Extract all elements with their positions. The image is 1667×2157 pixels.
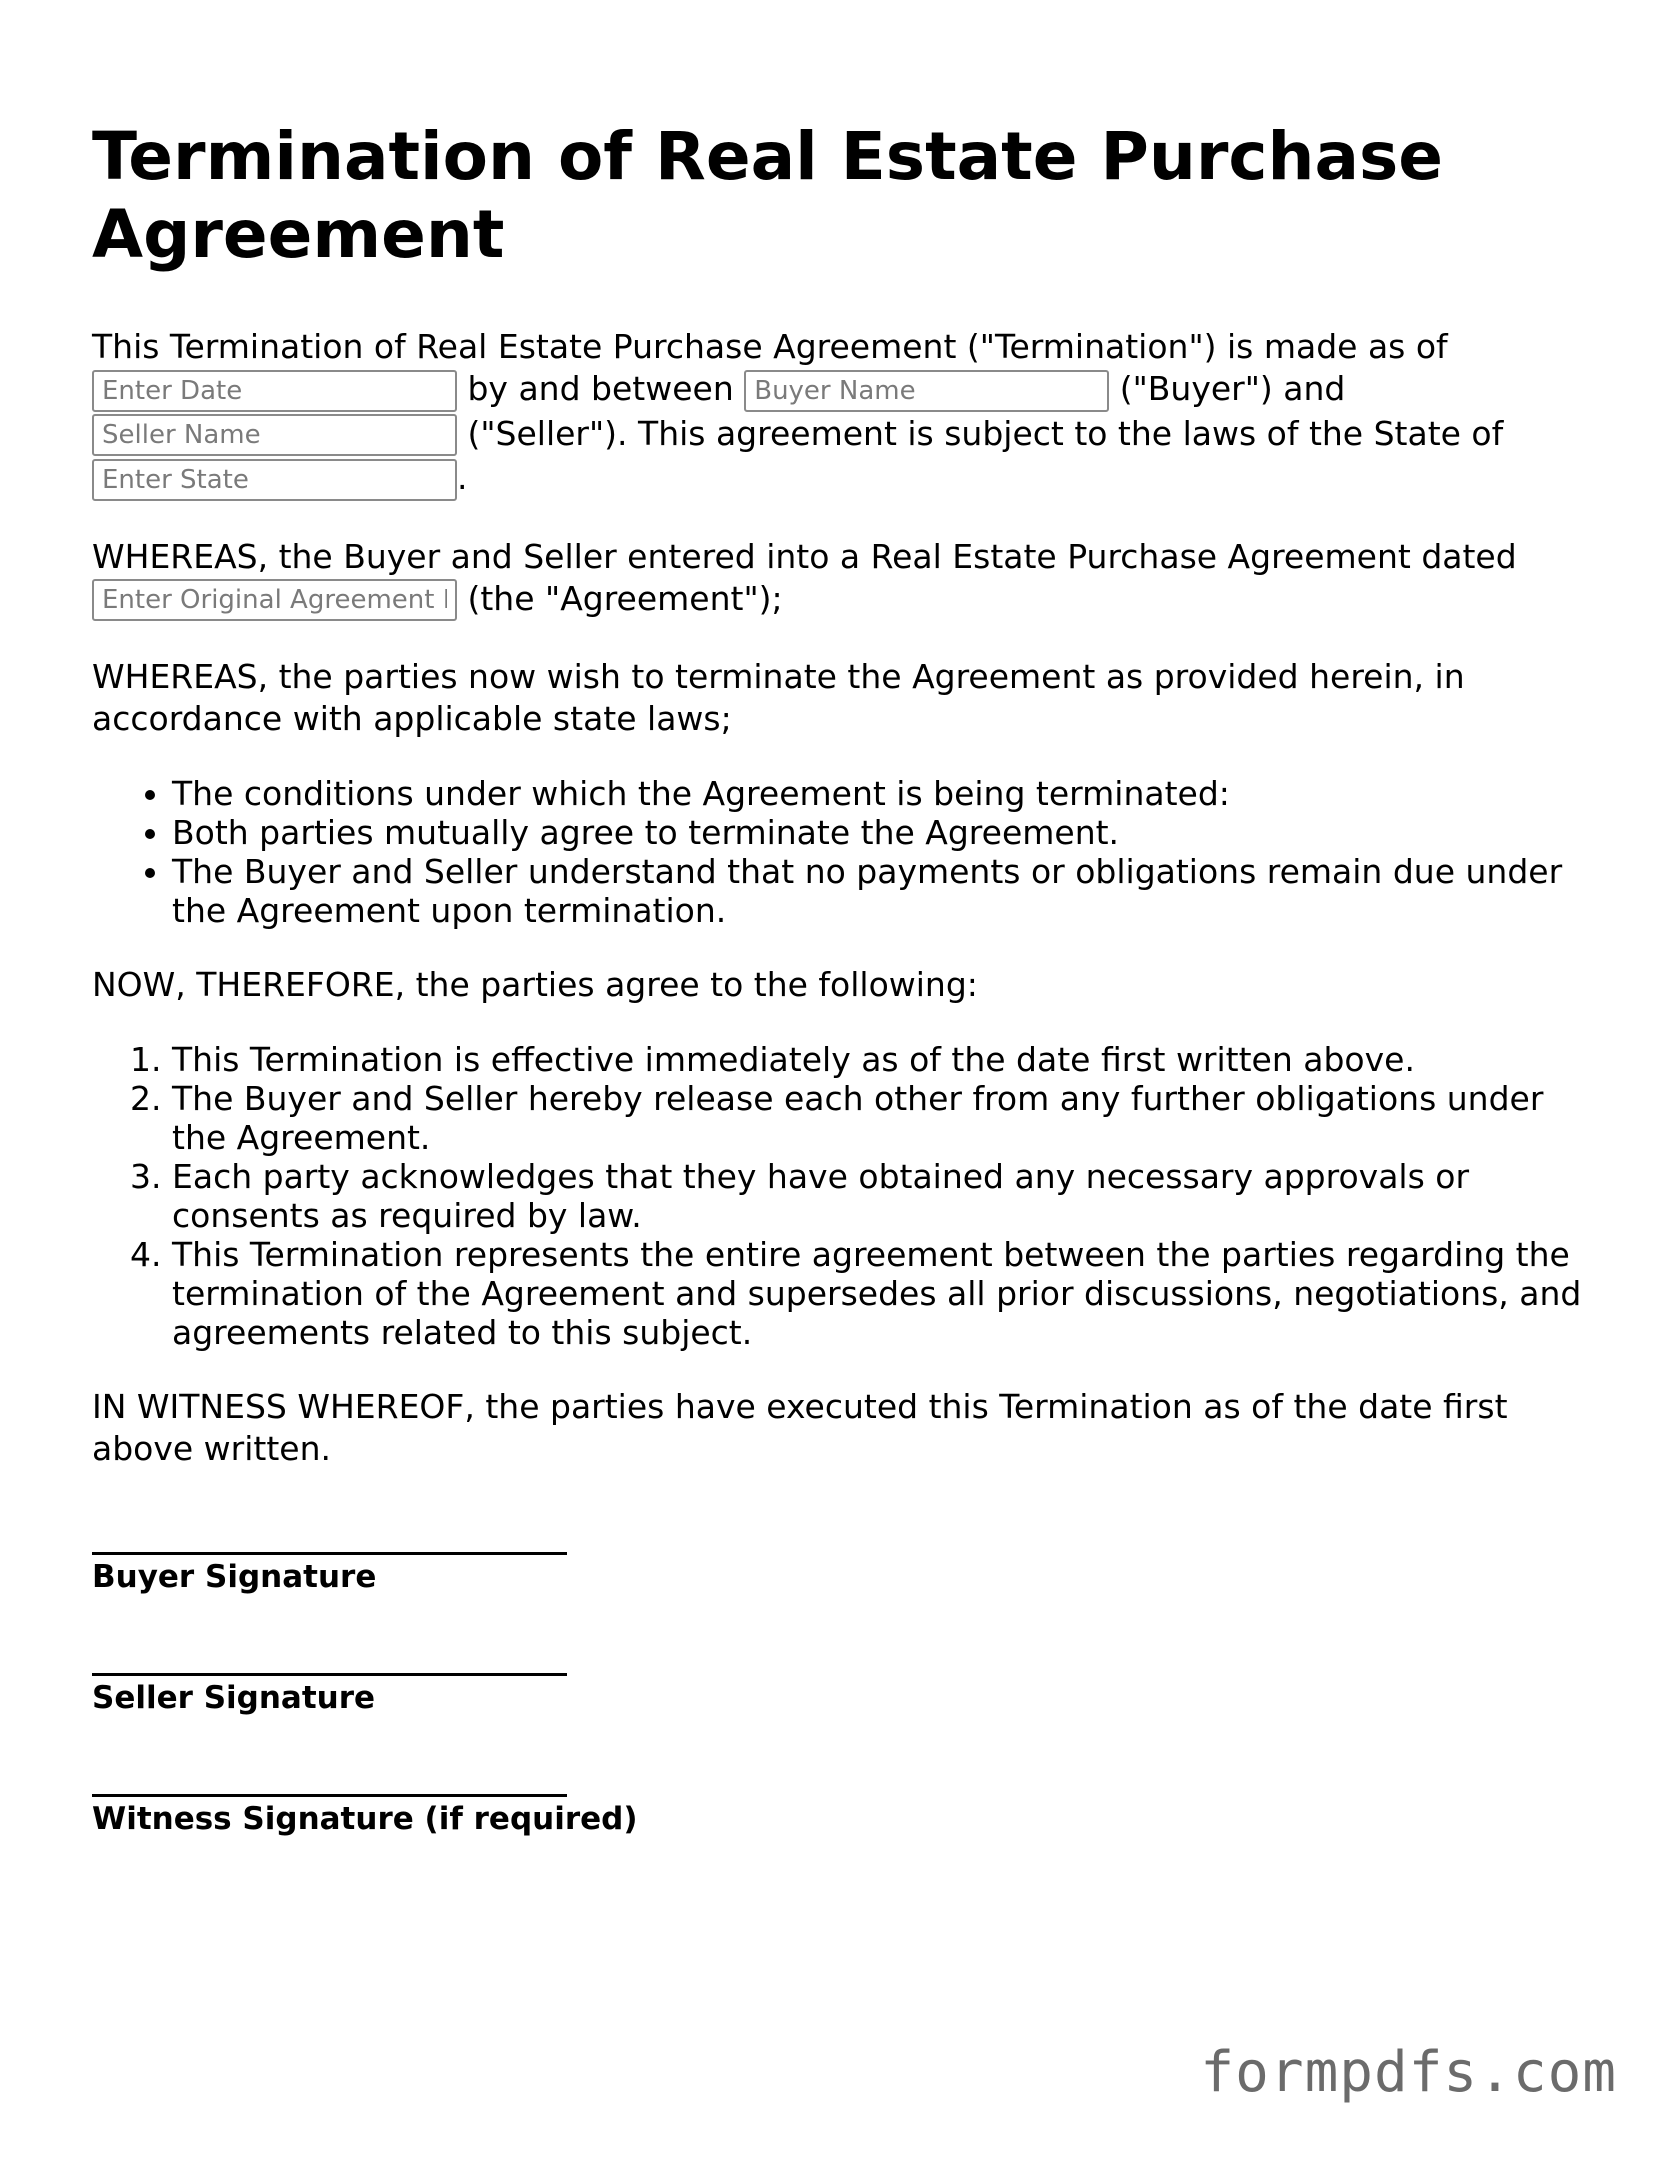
buyer-name-input[interactable] — [744, 370, 1109, 412]
intro-text-4: ("Seller"). This agreement is subject to the laws of the State of — [457, 413, 1504, 453]
state-input[interactable] — [92, 459, 457, 501]
intro-text-1: This Termination of Real Estate Purchase Agreement ("Termination") is made as of — [92, 327, 1448, 366]
witness-paragraph: IN WITNESS WHEREOF, the parties have executed this Termination as of the date first above written. — [92, 1387, 1508, 1468]
intro-text-2: by and between — [457, 369, 745, 408]
buyer-signature-line[interactable] — [92, 1528, 567, 1555]
list-item: 2. The Buyer and Seller hereby release each other from any further obligations under the Agreement. — [172, 1079, 1592, 1157]
list-item: • The Buyer and Seller understand that no payments or obligations remain due under the Agreement upon termination. — [172, 852, 1592, 930]
buyer-signature-label: Buyer Signature — [92, 1559, 377, 1595]
conditions-list — [92, 774, 1592, 930]
whereas-1-text-1: WHEREAS, the Buyer and Seller entered into a Real Estate Purchase Agreement dated — [92, 536, 1517, 576]
date-input[interactable] — [92, 370, 457, 412]
watermark: formpdfs.com — [1200, 2040, 1617, 2105]
seller-signature-label: Seller Signature — [92, 1680, 376, 1716]
list-item: 1. This Termination is effective immediately as of the date first written above. — [172, 1040, 1592, 1079]
list-item: 3. Each party acknowledges that they have obtained any necessary approvals or consents as required by law. — [172, 1157, 1592, 1235]
list-item: • Both parties mutually agree to terminate the Agreement. — [172, 813, 1592, 852]
signature-block — [92, 1528, 1592, 1839]
witness-signature — [92, 1770, 1592, 1839]
now-therefore-paragraph: NOW, THEREFORE, the parties agree to the following: — [92, 965, 978, 1004]
terms-list — [92, 1040, 1592, 1352]
original-agreement-date-input[interactable] — [92, 579, 457, 621]
seller-signature-line[interactable] — [92, 1649, 567, 1676]
witness-signature-label: Witness Signature (if required) — [92, 1801, 638, 1837]
whereas-paragraph-2: WHEREAS, the parties now wish to terminate the Agreement as provided herein, in accordance with applicable state laws; — [92, 657, 1465, 738]
document-title: Termination of Real Estate Purchase Agreement — [92, 118, 1444, 273]
witness-signature-line[interactable] — [92, 1770, 567, 1797]
seller-signature — [92, 1649, 1592, 1718]
document-page — [92, 118, 1592, 1891]
seller-name-input[interactable] — [92, 414, 457, 456]
list-item: • The conditions under which the Agreement is being terminated: — [172, 774, 1592, 813]
buyer-signature — [92, 1528, 1592, 1597]
intro-text-3: ("Buyer") and — [1109, 369, 1346, 408]
list-item: 4. This Termination represents the entire agreement between the parties regarding the termination of the Agreement and supersedes all prior discussions, negotiations, and agreements related to this subject. — [172, 1235, 1592, 1352]
intro-text-5: . — [457, 458, 468, 497]
intro-paragraph — [92, 326, 1592, 502]
whereas-1-text-2: (the "Agreement"); — [457, 578, 783, 618]
whereas-paragraph-1 — [92, 536, 1592, 623]
